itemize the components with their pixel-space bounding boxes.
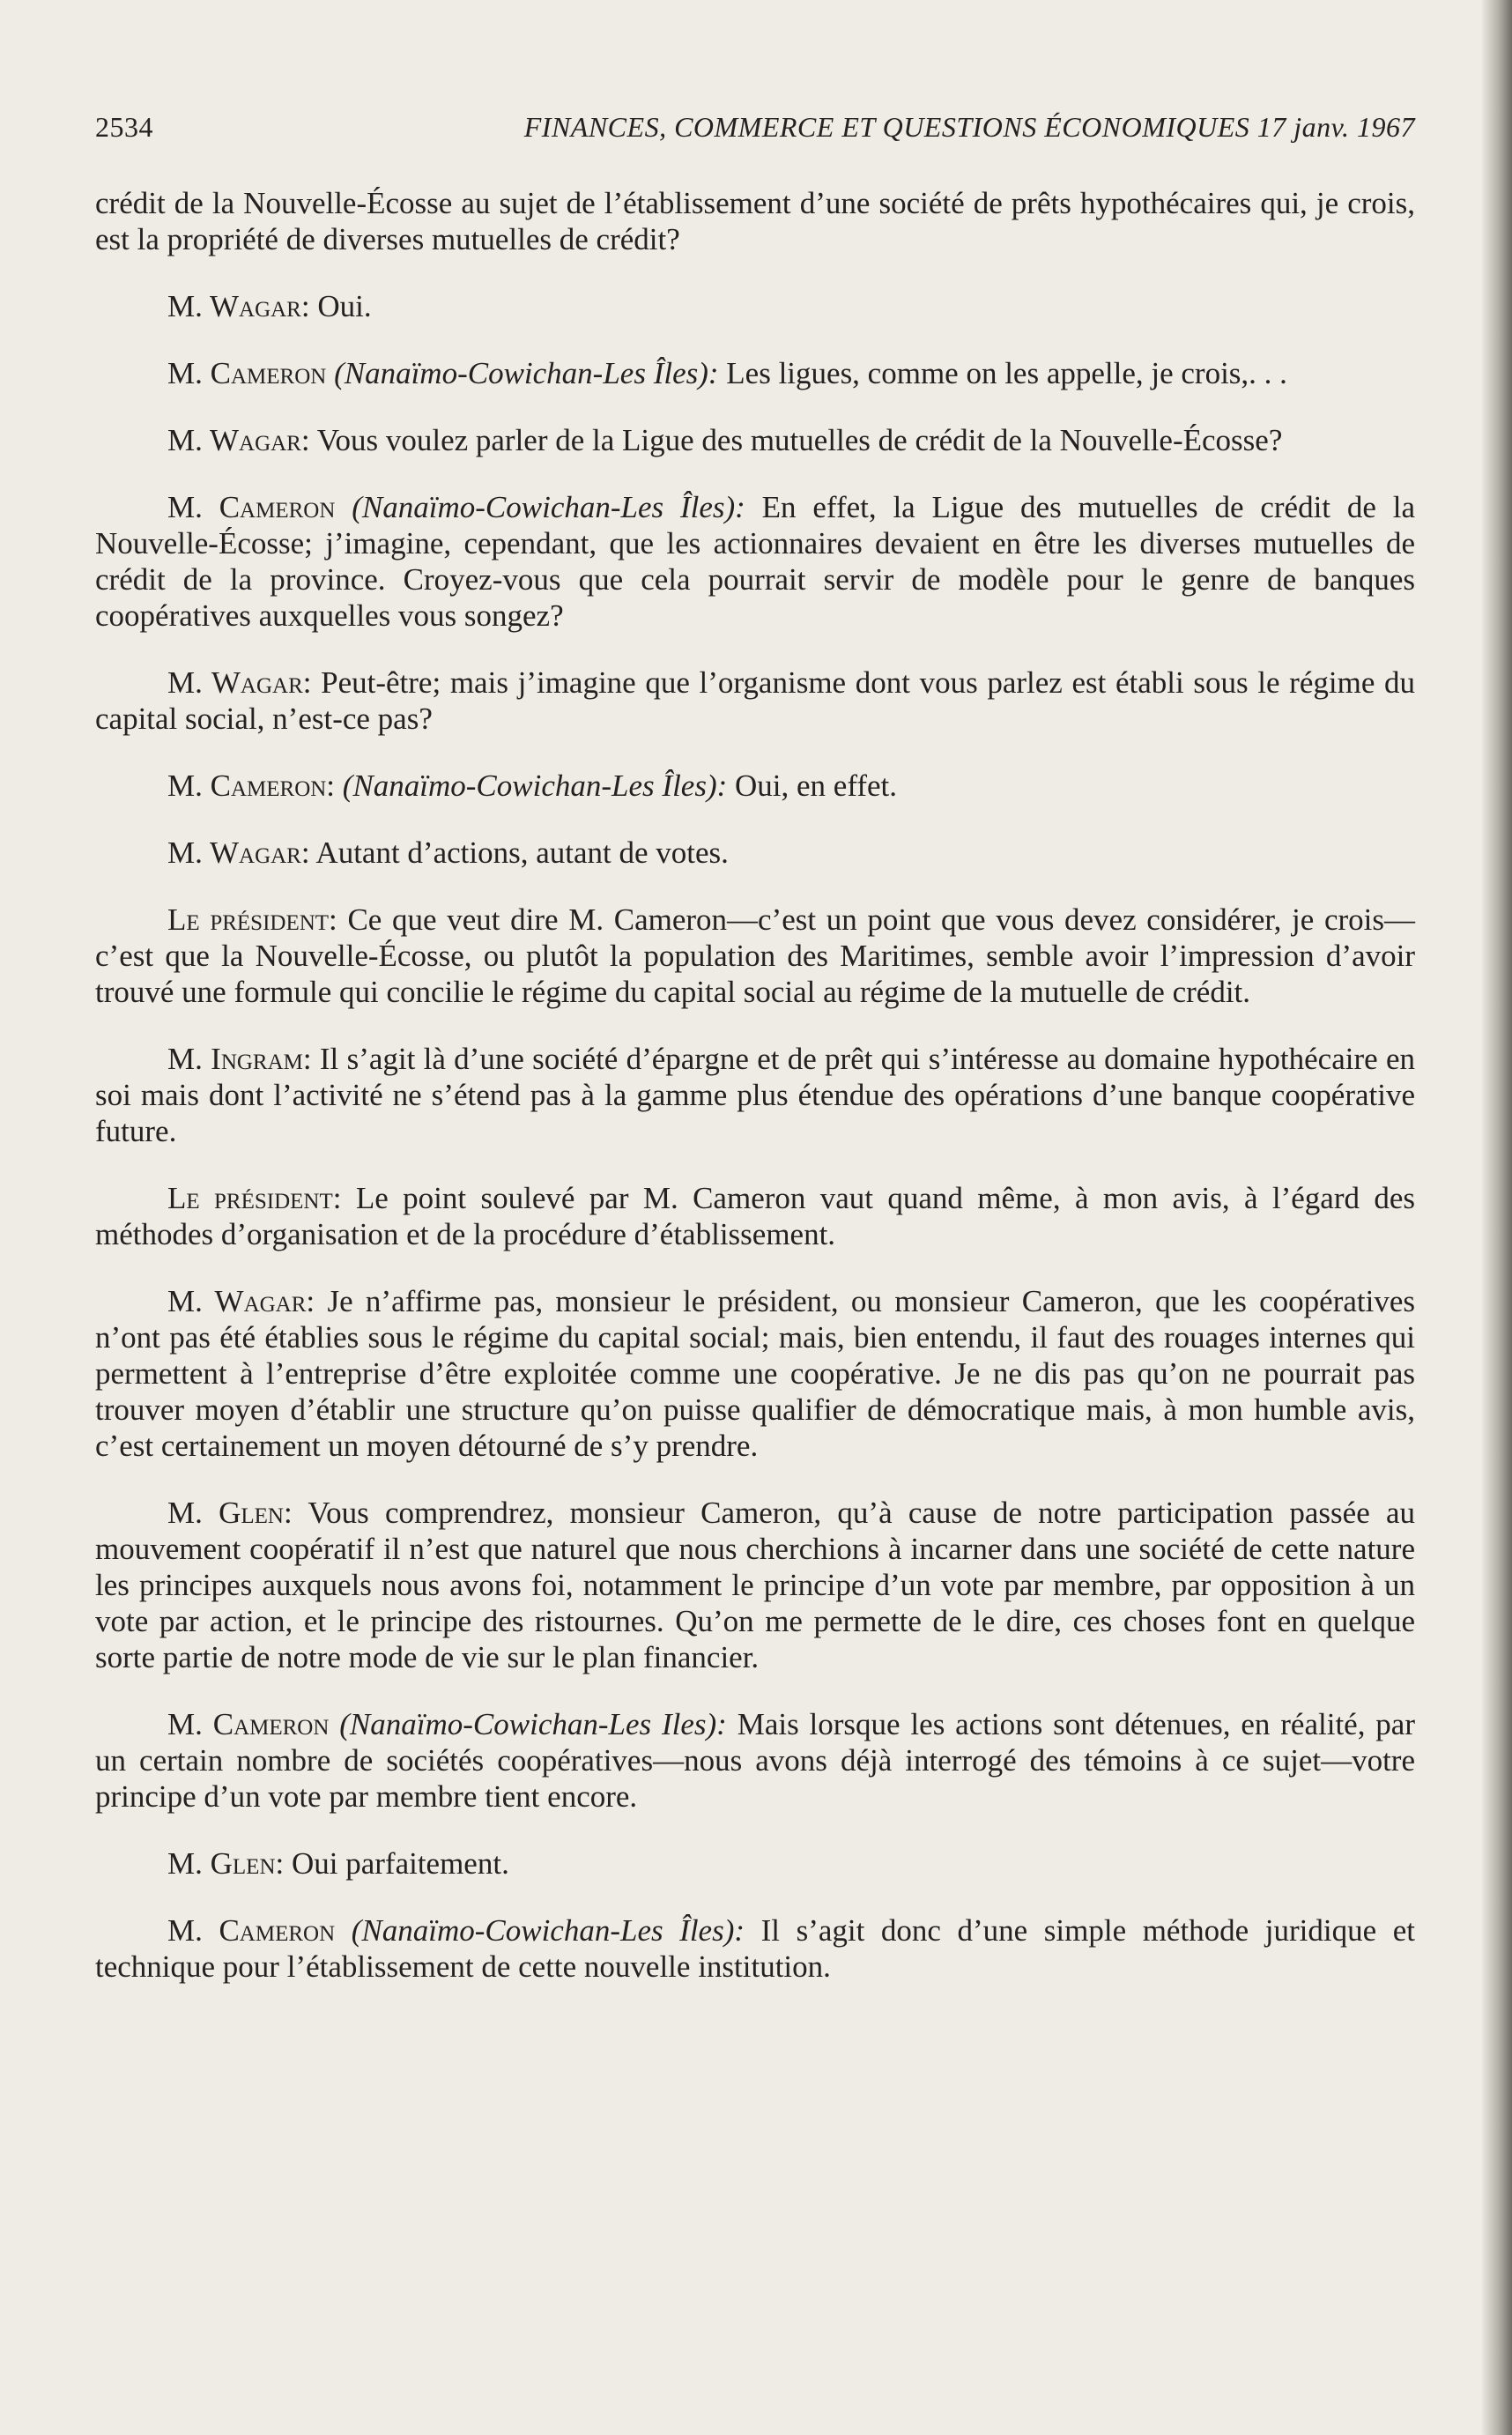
paragraph-text: Autant d’actions, autant de votes.: [315, 835, 729, 870]
paragraph-text: Vous voulez parler de la Ligue des mutuelles de crédit de la Nouvelle-Écosse?: [316, 423, 1283, 457]
paragraph: [95, 1706, 1415, 1815]
paragraph: [95, 1912, 1415, 1985]
speaker-riding: (Nanaïmo-Cowichan-Les Iles):: [339, 1707, 727, 1741]
paragraph-text: Il s’agit là d’une société d’épargne et de prêt qui s’intéresse au domaine hypothécaire en soi mais dont l’activité ne s’étend pas à la gamme plus étendue des opérations d’une banque coopérative future.: [95, 1042, 1415, 1148]
paragraph-text: Oui parfaitement.: [291, 1846, 509, 1881]
speaker-riding: (Nanaïmo-Cowichan-Les Îles):: [342, 768, 728, 803]
page-number: 2534: [95, 111, 153, 143]
paragraph: [95, 768, 1415, 804]
paragraph: [95, 489, 1415, 634]
paragraph: [95, 902, 1415, 1010]
paragraph-text: En effet, la Ligue des mutuelles de crédit de la Nouvelle-Écosse; j’imagine, cependant, que les actionnaires devaient en être les diverses mutuelles de crédit de la province. Croyez-vous que cela pourrait servir de modèle pour le genre de banques coopératives auxquelles vous songez?: [95, 490, 1415, 633]
speaker-name: Le président:: [167, 1181, 342, 1215]
speaker-name: M. Glen:: [167, 1496, 293, 1530]
speaker-name: M. Wagar:: [167, 1284, 315, 1318]
paragraph-text: Les ligues, comme on les appelle, je crois,. . .: [726, 356, 1287, 390]
paragraph-text: Je n’affirme pas, monsieur le président, ou monsieur Cameron, que les coopératives n’ont pas été établies sous le régime du capital social; mais, bien entendu, il faut des rouages internes qui permettent à l’entreprise d’être exploitée comme une coopérative. Je ne dis pas qu’on ne pourrait pas trouver moyen d’établir une structure qu’on puisse qualifier de démocratique mais, à mon humble avis, c’est certainement un moyen détourné de s’y prendre.: [95, 1284, 1415, 1463]
paragraph-text: crédit de la Nouvelle-Écosse au sujet de l’établissement d’une société de prêts hypothécaires qui, je crois, est la propriété de diverses mutuelles de crédit?: [95, 186, 1415, 256]
speaker-name: M. Cameron: [167, 490, 336, 524]
paragraph-text: Le point soulevé par M. Cameron vaut quand même, à mon avis, à l’égard des méthodes d’organisation et de la procédure d’établissement.: [95, 1181, 1416, 1251]
paragraph-text: Oui.: [317, 289, 372, 323]
speaker-riding: (Nanaïmo-Cowichan-Les Îles):: [351, 1913, 745, 1948]
speaker-name: M. Cameron:: [167, 768, 336, 803]
page-header: [95, 111, 1415, 155]
speaker-name: M. Cameron: [167, 1707, 330, 1741]
speaker-name: M. Ingram:: [167, 1042, 312, 1076]
paragraph: [95, 185, 1415, 257]
paragraph: [95, 355, 1415, 391]
speaker-riding: (Nanaïmo-Cowichan-Les Îles):: [334, 356, 719, 390]
paragraph: [95, 1845, 1415, 1882]
speaker-riding: (Nanaïmo-Cowichan-Les Îles):: [352, 490, 745, 524]
speaker-name: M. Glen:: [167, 1846, 285, 1881]
paragraph: [95, 835, 1415, 871]
speaker-name: M. Cameron: [167, 356, 327, 390]
paragraph: [95, 1283, 1415, 1464]
transcript-body: [95, 185, 1415, 2016]
paragraph-text: Ce que veut dire M. Cameron—c’est un point que vous devez considérer, je crois—c’est que la Nouvelle-Écosse, ou plutôt la population des Maritimes, semble avoir l’impression d’avoir trouvé une formule qui concilie le régime du capital social au régime de la mutuelle de crédit.: [95, 902, 1416, 1009]
paragraph: [95, 422, 1415, 458]
paragraph: [95, 288, 1415, 324]
paragraph: [95, 1041, 1415, 1149]
paragraph-text: Il s’agit donc d’une simple méthode juridique et technique pour l’établissement de cette nouvelle institution.: [95, 1913, 1415, 1984]
paragraph: [95, 1495, 1415, 1675]
paragraph-text: Oui, en effet.: [735, 768, 898, 803]
speaker-name: M. Wagar:: [167, 289, 310, 323]
speaker-name: M. Cameron: [167, 1913, 336, 1948]
speaker-name: M. Wagar:: [167, 423, 310, 457]
paragraph-text: Peut-être; mais j’imagine que l’organisme dont vous parlez est établi sous le régime du capital social, n’est-ce pas?: [95, 665, 1415, 736]
paragraph: [95, 1180, 1415, 1252]
page-edge-shadow: [1482, 0, 1512, 2435]
speaker-name: Le président:: [167, 902, 337, 937]
speaker-name: M. Wagar:: [167, 665, 312, 700]
paragraph: [95, 664, 1415, 737]
running-title: FINANCES, COMMERCE ET QUESTIONS ÉCONOMIQUES 17 janv. 1967: [523, 111, 1415, 143]
paragraph-text: Vous comprendrez, monsieur Cameron, qu’à cause de notre participation passée au mouvement coopératif il n’est que naturel que nous cherchions à incarner dans une société de cette nature les principes auxquels nous avons foi, notamment le principe d’un vote par membre, par opposition à un vote par action, et le principe des ristournes. Qu’on me permette de le dire, ces choses font en quelque sorte partie de notre mode de vie sur le plan financier.: [95, 1496, 1416, 1674]
paragraph-text: Mais lorsque les actions sont détenues, en réalité, par un certain nombre de sociétés coopératives—nous avons déjà interrogé des témoins à ce sujet—votre principe d’un vote par membre tient encore.: [95, 1707, 1415, 1814]
speaker-name: M. Wagar:: [167, 835, 310, 870]
